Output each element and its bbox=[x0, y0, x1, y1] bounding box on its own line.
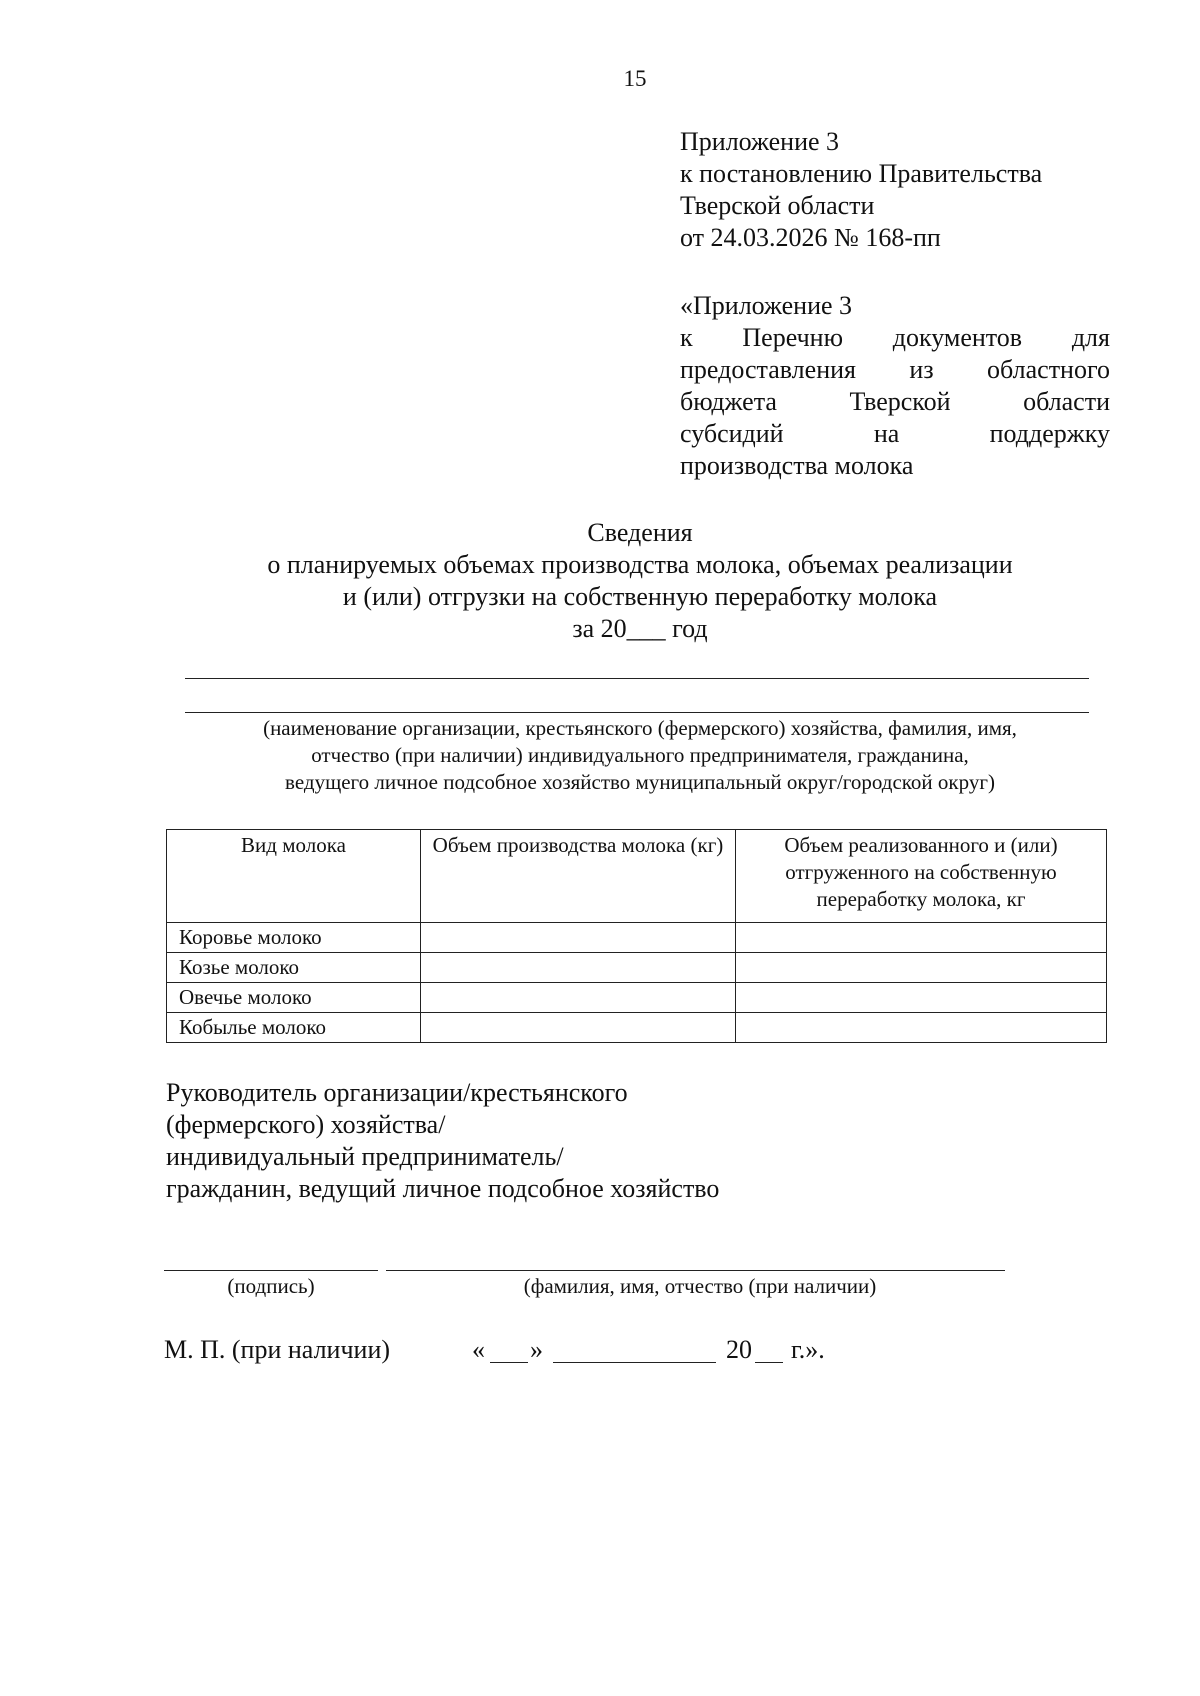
title-heading: Сведения bbox=[587, 518, 693, 547]
signer-title bbox=[166, 1077, 866, 1205]
milk-type-cell: Овечье молоко bbox=[167, 983, 421, 1013]
annex-header bbox=[680, 290, 1110, 482]
table-row bbox=[167, 923, 1107, 953]
organization-name-line-2 bbox=[185, 712, 1089, 713]
annex-line: субсидий на поддержку bbox=[680, 419, 1110, 448]
year-field[interactable] bbox=[755, 1362, 783, 1363]
signer-line: индивидуальный предприниматель/ bbox=[166, 1142, 564, 1171]
page-number: 15 bbox=[623, 66, 647, 91]
month-field[interactable] bbox=[553, 1362, 716, 1363]
stamp-label: М. П. (при наличии) bbox=[164, 1335, 391, 1364]
header-milk-type: Вид молока bbox=[167, 830, 421, 923]
date-quote-close: » bbox=[530, 1335, 543, 1364]
table-row bbox=[167, 983, 1107, 1013]
organization-name-line-1 bbox=[185, 678, 1089, 679]
date-quote-open: « bbox=[472, 1335, 485, 1364]
sold-volume-cell[interactable] bbox=[736, 923, 1107, 953]
production-volume-cell[interactable] bbox=[421, 983, 736, 1013]
annex-line: бюджета Тверской области bbox=[680, 387, 1110, 416]
day-field[interactable] bbox=[490, 1362, 528, 1363]
title-line: за 20___ год bbox=[572, 614, 708, 643]
production-volume-cell[interactable] bbox=[421, 953, 736, 983]
annex-line: «Приложение 3 bbox=[680, 291, 853, 320]
document-title bbox=[160, 517, 1120, 645]
full-name-caption: (фамилия, имя, отчество (при наличии) bbox=[523, 1274, 877, 1298]
caption-line: (наименование организации, крестьянского (фермерского) хозяйства, фамилия, имя, bbox=[263, 716, 1017, 740]
milk-type-cell: Кобылье молоко bbox=[167, 1013, 421, 1043]
sold-volume-cell[interactable] bbox=[736, 1013, 1107, 1043]
signer-line: (фермерского) хозяйства/ bbox=[166, 1110, 446, 1139]
appendix-line: к постановлению Правительства bbox=[680, 159, 1043, 188]
annex-line: предоставления из областного bbox=[680, 355, 1110, 384]
annex-line: к Перечню документов для bbox=[680, 323, 1110, 352]
production-volume-cell[interactable] bbox=[421, 1013, 736, 1043]
header-production-volume: Объем производства молока (кг) bbox=[421, 830, 736, 923]
signature-caption: (подпись) bbox=[227, 1274, 315, 1298]
year-suffix: г.». bbox=[791, 1335, 825, 1364]
caption-line: отчество (при наличии) индивидуального предпринимателя, гражданина, bbox=[311, 743, 969, 767]
signer-line: гражданин, ведущий личное подсобное хозяйство bbox=[166, 1174, 720, 1203]
appendix-line: от 24.03.2026 № 168-пп bbox=[680, 223, 941, 252]
production-volume-cell[interactable] bbox=[421, 923, 736, 953]
sold-volume-cell[interactable] bbox=[736, 953, 1107, 983]
appendix-header bbox=[680, 126, 1110, 254]
title-line: и (или) отгрузки на собственную переработку молока bbox=[342, 582, 938, 611]
milk-volume-table bbox=[166, 829, 1107, 1043]
signer-line: Руководитель организации/крестьянского bbox=[166, 1078, 628, 1107]
year-prefix: 20 bbox=[726, 1335, 752, 1364]
table-row bbox=[167, 953, 1107, 983]
milk-type-cell: Коровье молоко bbox=[167, 923, 421, 953]
signature-line[interactable] bbox=[164, 1270, 378, 1271]
annex-line: производства молока bbox=[680, 451, 914, 480]
title-line: о планируемых объемах производства молока, объемах реализации bbox=[267, 550, 1013, 579]
appendix-line: Приложение 3 bbox=[680, 127, 840, 156]
table-row bbox=[167, 1013, 1107, 1043]
header-sold-volume: Объем реализованного и (или) отгруженного на собственную переработку молока, кг bbox=[736, 830, 1107, 923]
organization-caption bbox=[160, 715, 1120, 796]
caption-line: ведущего личное подсобное хозяйство муниципальный округ/городской округ) bbox=[285, 770, 995, 794]
full-name-line[interactable] bbox=[386, 1270, 1005, 1271]
table-header-row bbox=[167, 830, 1107, 923]
appendix-line: Тверской области bbox=[680, 191, 875, 220]
milk-type-cell: Козье молоко bbox=[167, 953, 421, 983]
sold-volume-cell[interactable] bbox=[736, 983, 1107, 1013]
